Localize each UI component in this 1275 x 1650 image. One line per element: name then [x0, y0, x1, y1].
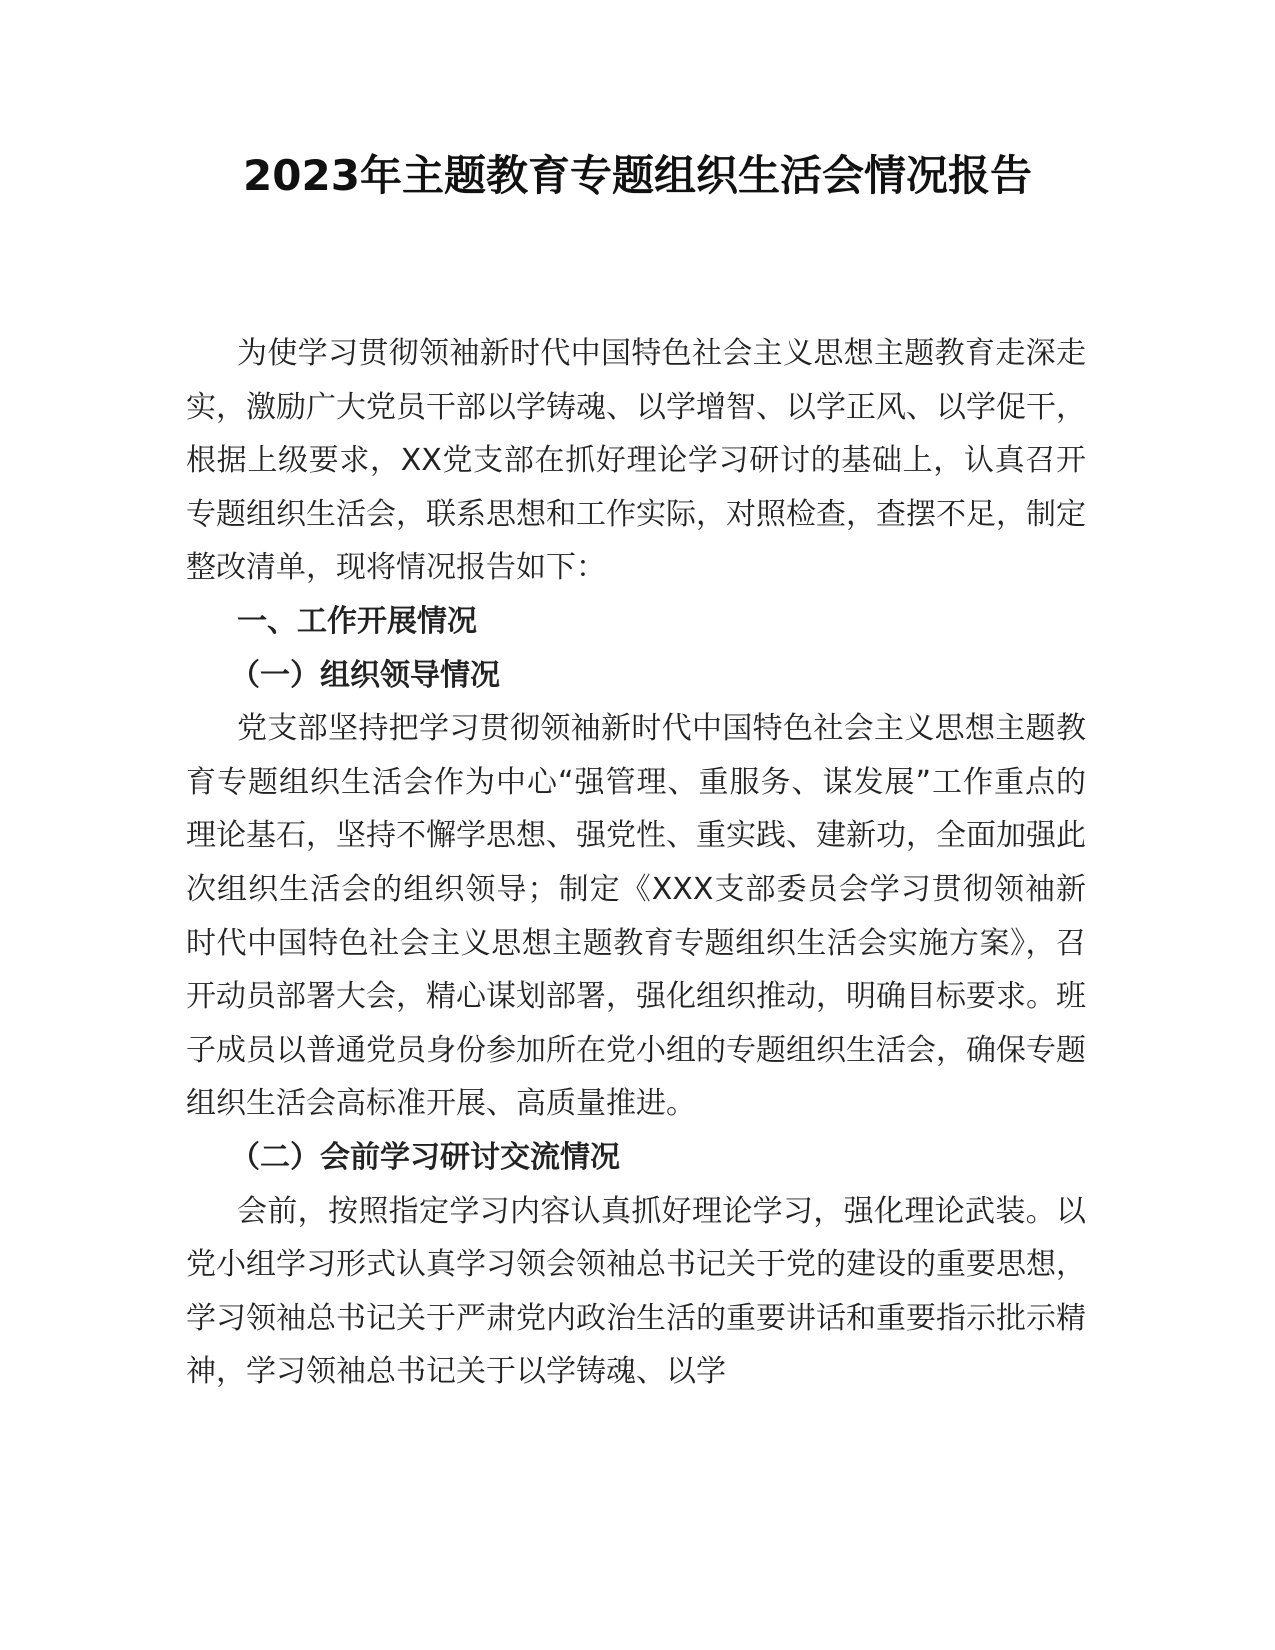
subsection-heading-2: （二）会前学习研讨交流情况: [230, 1139, 620, 1175]
document-title: 2023年主题教育专题组织生活会情况报告: [243, 151, 1032, 200]
subsection-heading-1: （一）组织领导情况: [230, 657, 500, 693]
section-heading-1: 一、工作开展情况: [237, 603, 477, 639]
intro-paragraph: 为使学习贯彻领袖新时代中国特色社会主义思想主题教育走深走实，激励广大党员干部以学铸魂、以学增智、以学正风、以学促干，根据上级要求，XX党支部在抓好理论学习研讨的基础上，认真召开专题组织生活会，联系思想和工作实际，对照检查，查摆不足，制定整改清单，现将情况报告如下：: [186, 336, 1086, 586]
subsection-paragraph-2: 会前，按照指定学习内容认真抓好理论学习，强化理论武装。以党小组学习形式认真学习领会领袖总书记关于党的建设的重要思想，学习领袖总书记关于严肃党内政治生活的重要讲话和重要指示批示精神，学习领袖总书记关于以学铸魂、以学: [186, 1193, 1086, 1390]
document-body: [186, 327, 1086, 1399]
subsection-paragraph-1: 党支部坚持把学习贯彻领袖新时代中国特色社会主义思想主题教育专题组织生活会作为中心“强管理、重服务、谋发展”工作重点的理论基石，坚持不懈学思想、强党性、重实践、建新功，全面加强此次组织生活会的组织领导；制定《XXX支部委员会学习贯彻领袖新时代中国特色社会主义思想主题教育专题组织生活会实施方案》，召开动员部署大会，精心谋划部署，强化组织推动，明确目标要求。班子成员以普通党员身份参加所在党小组的专题组织生活会，确保专题组织生活会高标准开展、高质量推进。: [186, 711, 1086, 1122]
